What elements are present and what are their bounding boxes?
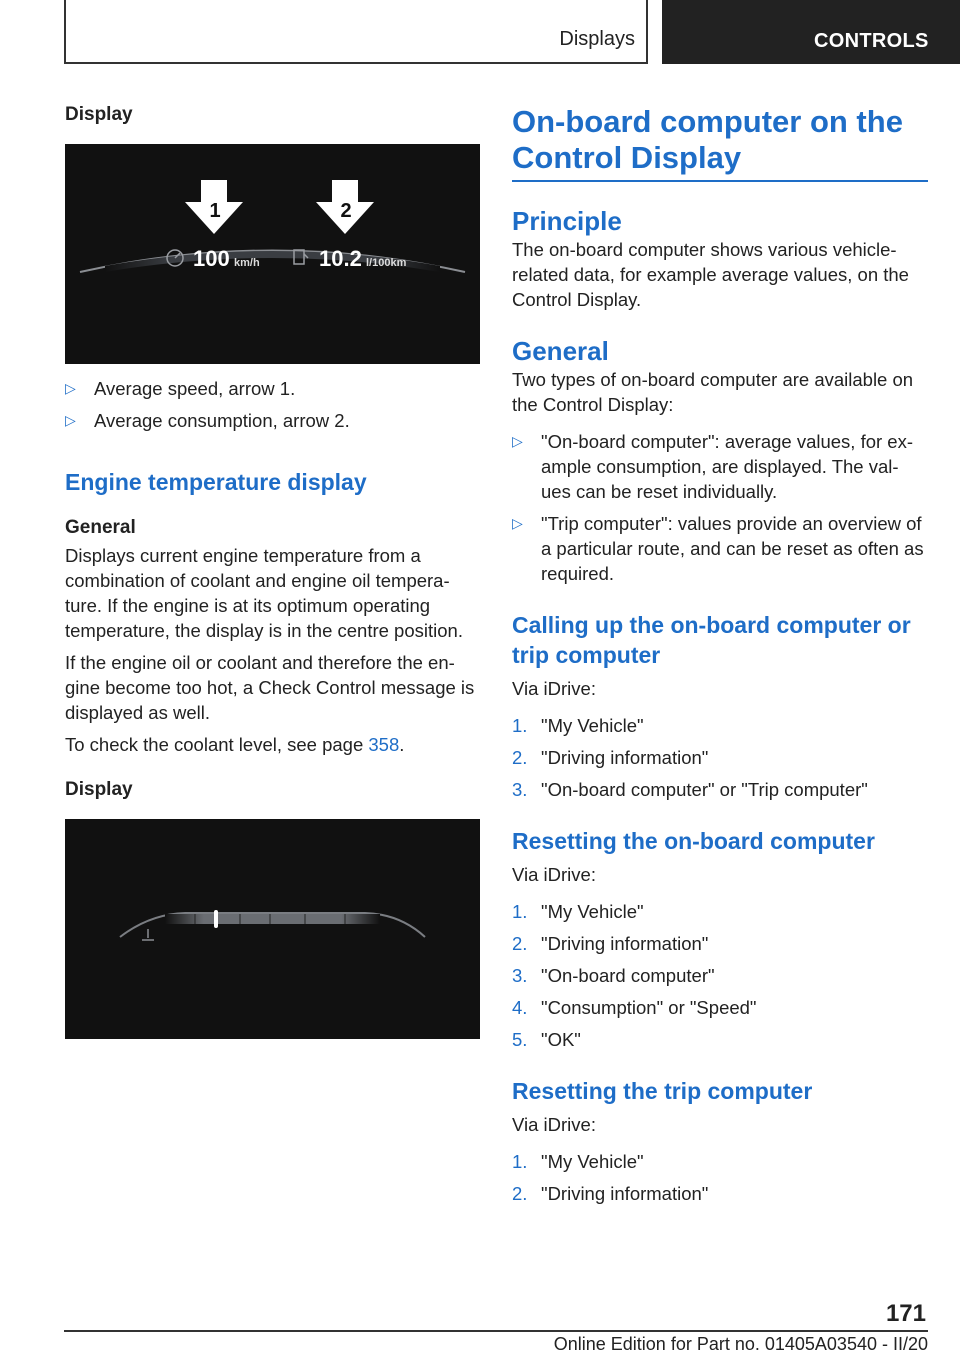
- consumption-value: 10.2: [319, 246, 362, 271]
- list-item: ▷ "On-board computer": average values, for ex-ample consumption, are displayed. The val-ues can be reset individually.: [512, 431, 914, 502]
- title-rule: [512, 180, 928, 182]
- list-item: 1. "My Vehicle": [512, 1151, 644, 1172]
- consumption-unit: l/100km: [366, 257, 407, 269]
- speed-value: 100: [193, 246, 230, 271]
- list-item: 5. "OK": [512, 1029, 581, 1050]
- list-item: ▷ Average speed, arrow 1.: [65, 378, 296, 399]
- step-number: 1.: [512, 715, 528, 736]
- step-number: 2.: [512, 747, 528, 768]
- engine-paragraph-1: Displays current engine temperature from a combination of coolant and engine oil tempera-ture. If the engine is at its optimum operating temperature, the display is in the centre position.: [65, 545, 463, 641]
- list-item: 2. "Driving information": [512, 747, 709, 768]
- engine-paragraph-2: If the engine oil or coolant and therefore the en-gine become too hot, a Check Control message is displayed as well.: [65, 652, 475, 723]
- arrow-1-label: 1: [209, 200, 221, 222]
- footer-edition: Online Edition for Part no. 01405A03540 - II/20: [553, 1334, 928, 1354]
- list-item: ▷ Average consumption, arrow 2.: [65, 410, 350, 431]
- average-display-graphic: [65, 144, 480, 364]
- list-item: 3. "On-board computer": [512, 965, 715, 986]
- display-label-1: Display: [65, 104, 133, 125]
- step-number: 2.: [512, 1183, 528, 1204]
- reset-trip-heading: Resetting the trip computer: [512, 1078, 813, 1104]
- engine-paragraph-3: To check the coolant level, see page 358.: [65, 734, 405, 755]
- calling-via: Via iDrive:: [512, 678, 596, 699]
- speed-unit: km/h: [234, 257, 260, 269]
- right-column: [512, 104, 928, 1206]
- step-number: 2.: [512, 933, 528, 954]
- reset-obc-steps: [512, 899, 928, 1052]
- footer-rule: [64, 1330, 928, 1332]
- left-column: [65, 104, 480, 1039]
- step-number: 3.: [512, 965, 528, 986]
- coolant-temperature-icon: [142, 929, 154, 940]
- list-item: 2. "Driving information": [512, 1183, 709, 1204]
- display-label-2: Display: [65, 779, 133, 800]
- reset-obc-via: Via iDrive:: [512, 864, 596, 885]
- page-link-358[interactable]: 358: [368, 734, 400, 755]
- main-title: On-board computer on the Control Display: [512, 104, 903, 175]
- list-item: 4. "Consumption" or "Speed": [512, 997, 757, 1018]
- reset-trip-steps: [512, 1149, 928, 1206]
- average-bullets: [65, 376, 480, 433]
- step-number: 5.: [512, 1029, 528, 1050]
- list-item: 1. "My Vehicle": [512, 901, 644, 922]
- engine-temperature-image: [65, 819, 480, 1039]
- arrow-2-label: 2: [340, 200, 352, 222]
- page-number: 171: [885, 1300, 926, 1327]
- list-item: 2. "Driving information": [512, 933, 709, 954]
- step-number: 3.: [512, 779, 528, 800]
- reset-trip-via: Via iDrive:: [512, 1114, 596, 1135]
- general-text: Two types of on-board computer are available on the Control Display:: [512, 369, 914, 415]
- principle-heading: Principle: [512, 206, 622, 236]
- general-heading: General: [512, 336, 609, 366]
- header-chapter-label: CONTROLS: [814, 30, 929, 52]
- triangle-bullet-icon: ▷: [65, 412, 76, 428]
- principle-text: The on-board computer shows various vehicle-related data, for example average values, on the Control Display.: [512, 239, 909, 310]
- triangle-bullet-icon: ▷: [65, 380, 76, 396]
- engine-temperature-graphic: [65, 819, 480, 1039]
- list-item: 3. "On-board computer" or "Trip computer": [512, 779, 868, 800]
- engine-temperature-heading: Engine temperature display: [65, 469, 367, 495]
- step-number: 1.: [512, 1151, 528, 1172]
- temperature-needle: [214, 910, 218, 928]
- list-item: ▷ "Trip computer": values provide an overview of a particular route, and can be reset as often as required.: [512, 513, 924, 584]
- step-number: 4.: [512, 997, 528, 1018]
- header-chapter-tab: [662, 0, 960, 64]
- calling-heading: Calling up the on-board computer or trip computer: [512, 612, 911, 668]
- header-section-title: Displays: [559, 28, 635, 50]
- step-number: 1.: [512, 901, 528, 922]
- general-label: General: [65, 517, 136, 538]
- computer-types-list: [512, 429, 928, 586]
- average-display-image: [65, 144, 480, 364]
- list-item: 1. "My Vehicle": [512, 715, 644, 736]
- triangle-bullet-icon: ▷: [512, 433, 523, 449]
- calling-steps: [512, 713, 928, 802]
- reset-obc-heading: Resetting the on-board computer: [512, 828, 875, 854]
- triangle-bullet-icon: ▷: [512, 515, 523, 531]
